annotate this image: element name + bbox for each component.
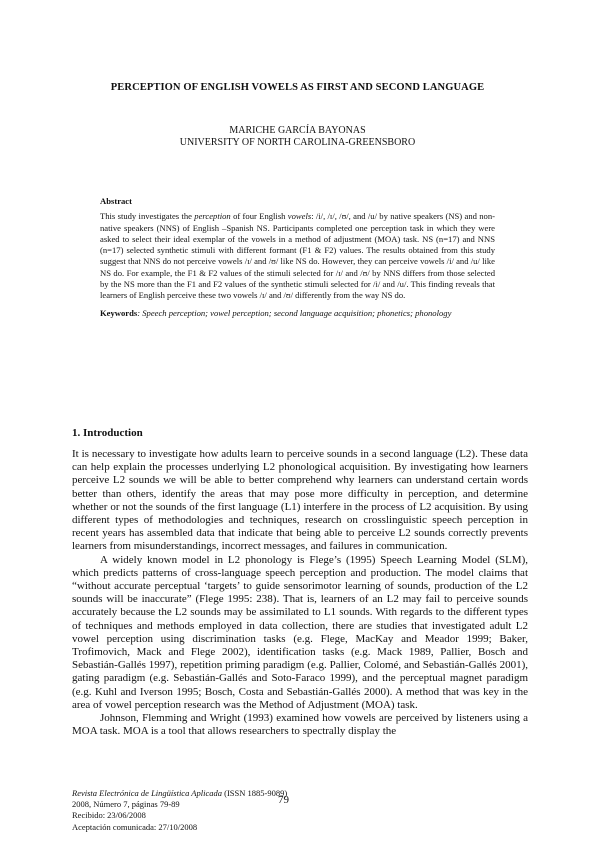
section-heading: 1. Introduction [72,427,143,439]
paper-title: PERCEPTION OF ENGLISH VOWELS AS FIRST AND SECOND LANGUAGE [110,82,485,93]
received-date: Recibido: 23/06/2008 [72,810,146,821]
keywords-label: Keywords [100,307,138,318]
abstract-text-part: of four English [230,211,288,222]
journal-issn: (ISSN 1885-9089) [221,788,288,798]
author-name: MARICHE GARCÍA BAYONAS [229,125,366,136]
keywords-list: : Speech perception; vowel perception; second language acquisition; phonetics; phonology [137,307,452,318]
keywords [100,308,495,319]
abstract-emphasis-vowels: vowels [287,211,312,222]
journal-line [72,788,372,799]
paragraph: It is necessary to investigate how adults learn to perceive sounds in a second language (L2). These data can help explain the processes underlying L2 phonological acquisition. By investigating how learners perceive L2 sounds we will be able to better comprehend why learners can understand certain words better than others, identify the areas that may pose more difficulty in perception, and determine whether or not the sounds of the first language (L1) interfere in the process of L2 acquisition. By using different types of methodologies and techniques, research on crosslinguistic speech perception in recent years has assembled data that indicate that being able to perceive L2 sounds correctly prevents learners from misunderstandings, incorrect messages, and failures in communication. [72,448,528,553]
abstract-text-part: : /i/, /ɪ/, /ʊ/, and /u/ by native speakers (NS) and non-native speakers (NNS) of English –Spanish NS. Participants completed one perception task in which they were asked to select their ideal exemplar of the vowels in a method of adjustment (MOA) task. NS (n=17) and NNS (n=17) selected synthetic stimuli with different formant (F1 & F2) values. The results obtained from this study suggest that NNS do not perceive vowels /ɪ/ and /ʊ/ like NS do. However, they can perceive vowels /i/ and /u/ like NS do. For example, the F1 & F2 values of the stimuli selected for /ɪ/ and /ʊ/ by NNS differs from those selected by the NS more than the F1 and F2 values of the synthetic stimuli selected for /i/ and /u/. This finding reveals that learners of English perceive these two vowels /ɪ/ and /ʊ/ differently from the way NS do. [100,211,495,301]
abstract-block [100,196,495,319]
accepted-date: Aceptación comunicada: 27/10/2008 [72,821,198,832]
journal-name: Revista Electrónica de Lingüística Aplicada [72,788,222,798]
introduction-section [72,427,528,738]
issue-line: 2008, Número 7, páginas 79-89 [72,799,180,810]
abstract-text-part: This study investigates the [100,211,195,222]
author-block [0,125,595,149]
paragraph: Johnson, Flemming and Wright (1993) examined how vowels are perceived by listeners using a MOA task. MOA is a tool that allows researchers to spectrally display the [72,712,528,738]
page-number: 79 [278,794,289,806]
abstract-emphasis-perception: perception [194,211,231,222]
abstract-text [100,211,495,301]
page-footer [72,788,372,833]
author-affiliation: UNIVERSITY OF NORTH CAROLINA-GREENSBORO [179,137,416,148]
abstract-heading: Abstract [100,196,132,206]
paragraph: A widely known model in L2 phonology is Flege’s (1995) Speech Learning Model (SLM), which predicts patterns of cross-language speech perception and production. The model claims that “without accurate perceptual ‘targets’ to guide sensorimotor learning of sounds, production of the L2 sounds will be inaccurate” (Flege 1995: 238). That is, learners of an L2 may fail to perceive sounds accurately because the L2 sounds may be assimilated to L1 sounds. With regards to the different types of techniques and methods employed in data collection, there are studies that investigated adult L2 vowel perception using discrimination tasks (e.g. Flege, MacKay and Meador 1999; Baker, Trofimovich, Mack and Flege 2002), identification tasks (e.g. Mack 1989, Pallier, Bosch and Sebastián-Gallés 1997), repetition priming paradigm (e.g. Pallier, Colomé, and Sebastián-Gallés 2001), gating paradigm (e.g. Sebastián-Gallés and Soto-Faraco 1999), and the perceptual magnet paradigm (e.g. Kuhl and Iverson 1995; Bosch, Costa and Sebastián-Gallés 2000). A method that was key in the area of vowel perception research was the Method of Adjustment (MOA) task. [72,553,528,711]
